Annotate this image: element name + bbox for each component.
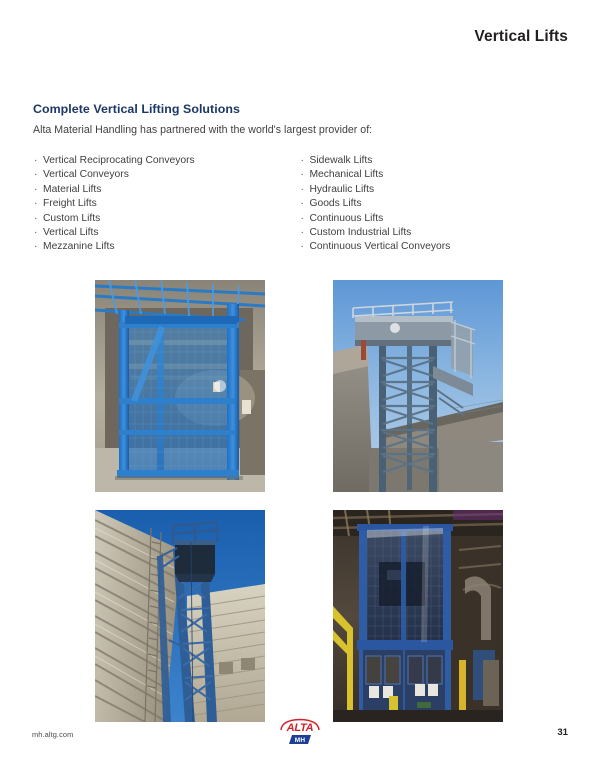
bullet-dot-icon: · — [34, 155, 38, 166]
list-item — [33, 240, 296, 254]
bullet-dot-icon: · — [34, 241, 38, 253]
bullet-dot-icon: · — [300, 241, 304, 253]
bullet-dot-icon: · — [300, 198, 304, 210]
list-item — [299, 183, 553, 197]
bullet-dot-icon: · — [34, 183, 38, 195]
bullet-column-left — [33, 154, 296, 255]
bullet-dot-icon: · — [300, 169, 304, 181]
photo-enclosed-industrial-lift-mesh-doors — [333, 510, 503, 722]
list-item — [299, 154, 553, 168]
list-item-label: Continuous Lifts — [309, 212, 384, 224]
bullet-dot-icon: · — [34, 227, 38, 239]
bullet-dot-icon: · — [300, 227, 304, 239]
photo-exterior-mast-lift-corrugated-building — [95, 510, 265, 722]
list-item — [33, 226, 296, 240]
alta-mh-logo — [277, 718, 323, 748]
list-item-label: Continuous Vertical Conveyors — [309, 241, 451, 253]
section-intro-text: Alta Material Handling has partnered with the world's largest provider of: — [33, 124, 373, 136]
list-item — [299, 240, 553, 254]
list-item — [33, 154, 296, 168]
list-item — [299, 168, 553, 182]
list-item-label: Freight Lifts — [43, 198, 97, 210]
list-item — [299, 226, 553, 240]
page-title: Vertical Lifts — [474, 28, 568, 45]
bullet-dot-icon: · — [34, 169, 38, 181]
bullet-dot-icon: · — [300, 155, 304, 166]
page-header — [32, 28, 568, 54]
svg-text:ALTA: ALTA — [286, 722, 314, 734]
list-item-label: Custom Industrial Lifts — [309, 227, 412, 239]
list-item-label: Goods Lifts — [309, 198, 362, 210]
photo-outdoor-steel-tower-lift-blue-sky — [333, 280, 503, 492]
bullet-list-left — [33, 154, 296, 255]
list-item-label: Hydraulic Lifts — [309, 183, 375, 195]
page-footer — [32, 724, 568, 750]
bullet-dot-icon: · — [34, 212, 38, 224]
list-item — [299, 212, 553, 226]
list-item — [33, 168, 296, 182]
list-item — [33, 197, 296, 211]
page-number: 31 — [557, 727, 568, 738]
section-heading: Complete Vertical Lifting Solutions — [33, 102, 240, 116]
bullet-dot-icon: · — [300, 183, 304, 195]
bullet-dot-icon: · — [34, 198, 38, 210]
list-item — [33, 183, 296, 197]
list-item-label: Mezzanine Lifts — [43, 241, 115, 253]
list-item-label: Mechanical Lifts — [309, 169, 384, 181]
bullet-list-right — [299, 154, 553, 255]
list-item-label: Vertical Conveyors — [43, 169, 129, 181]
list-item-label: Vertical Lifts — [43, 227, 99, 239]
photo-blue-vertical-reciprocating-conveyor-warehouse — [95, 280, 265, 492]
svg-text:MH: MH — [294, 737, 306, 744]
list-item-label: Vertical Reciprocating Conveyors — [43, 155, 195, 166]
footer-website-url[interactable]: mh.altg.com — [32, 730, 74, 739]
list-item — [299, 197, 553, 211]
bullet-dot-icon: · — [300, 212, 304, 224]
feature-bullet-columns — [33, 154, 553, 255]
list-item-label: Sidewalk Lifts — [309, 155, 373, 166]
list-item-label: Material Lifts — [43, 183, 102, 195]
list-item — [33, 212, 296, 226]
list-item-label: Custom Lifts — [43, 212, 101, 224]
product-photo-grid — [95, 280, 505, 722]
